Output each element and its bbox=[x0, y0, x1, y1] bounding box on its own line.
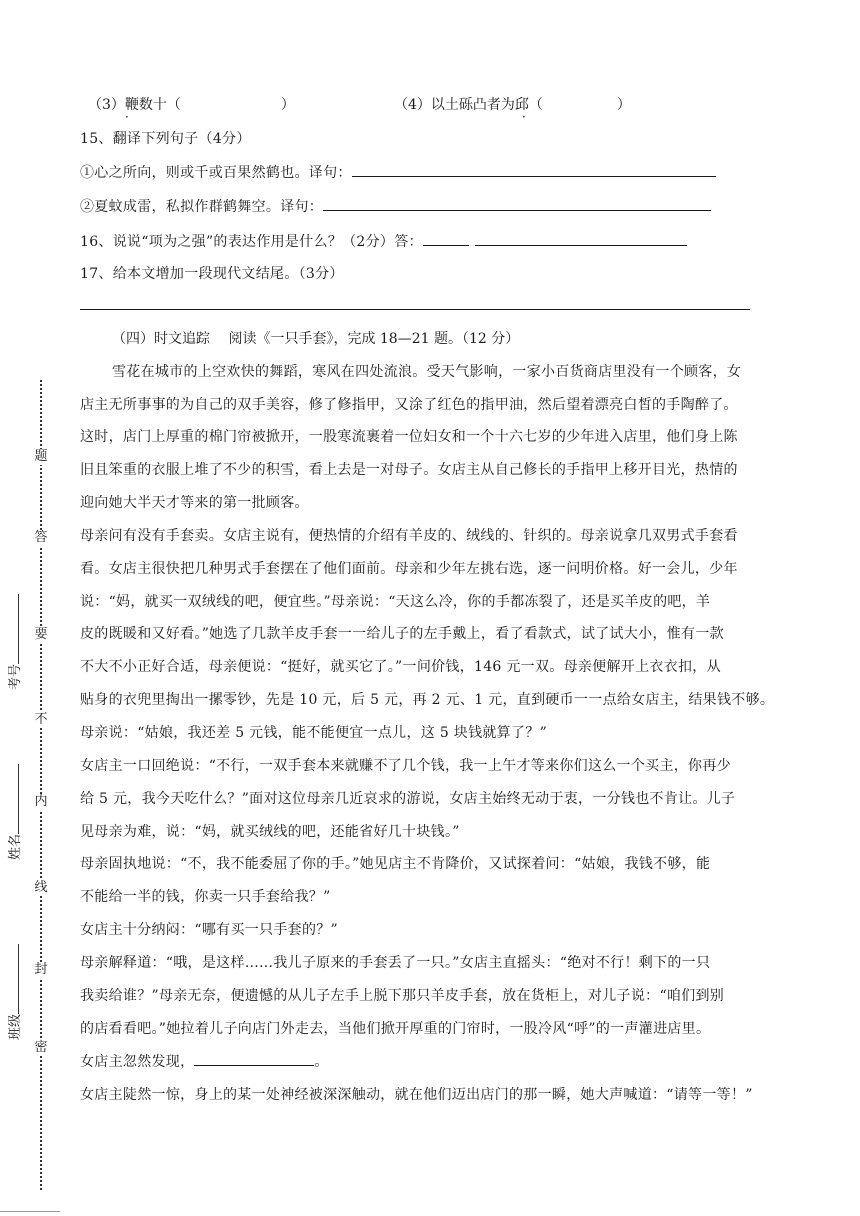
passage-line bbox=[80, 558, 738, 578]
passage-line bbox=[80, 623, 724, 643]
passage-line-text: 见母亲为难，说：“妈，就买绒线的吧，还能省好几十块钱。” bbox=[80, 824, 460, 840]
q14-item3 bbox=[88, 94, 295, 114]
class-field[interactable] bbox=[4, 944, 23, 1040]
passage-line-text: 看。女店主很快把几种男式手套摆在了他们面前。母亲和少年左挑右选，逐一问明价格。好一会儿，少年 bbox=[80, 561, 738, 577]
q14-item4-close: ） bbox=[616, 97, 631, 113]
answer-line[interactable] bbox=[352, 162, 716, 177]
seal-char: 要 bbox=[27, 627, 55, 643]
passage-line bbox=[80, 919, 338, 939]
q15-title: 15、翻译下列句子（4分） bbox=[80, 131, 251, 147]
passage-line bbox=[80, 1084, 753, 1104]
passage-line bbox=[112, 361, 741, 381]
q17: 17、给本文增加一段现代文结尾。（3分） bbox=[80, 266, 344, 282]
passage-line-text: 母亲解释道：“哦，是这样……我儿子原来的手套丢了一只。”女店主直摇头：“绝对不行！剩下的一只 bbox=[80, 955, 711, 971]
q15-sentence-1 bbox=[80, 162, 716, 182]
passage-line bbox=[80, 492, 309, 512]
passage-line-text: 不能给一半的钱，你卖一只手套给我？” bbox=[80, 889, 331, 905]
answer-line[interactable] bbox=[80, 309, 750, 310]
seal-char: 封 bbox=[27, 962, 55, 978]
seal-char: 线 bbox=[27, 880, 55, 896]
name-field[interactable] bbox=[4, 764, 23, 860]
passage-line-text: 的店看看吧。”她拉着儿子向店门外走去，当他们掀开厚重的门帘时，一股冷风“呼”的一声灌进店里。 bbox=[80, 1021, 711, 1037]
answer-line[interactable] bbox=[194, 1051, 314, 1066]
q14-item3-close: ） bbox=[280, 97, 295, 113]
passage-line-text: 女店主十分纳闷：“哪有买一只手套的？” bbox=[80, 922, 339, 938]
passage-line-text: 说：“妈，就买一双绒线的吧，便宜些。”母亲说：“天这么冷，你的手都冻裂了，还是买羊皮的吧，羊 bbox=[80, 594, 711, 610]
passage-line bbox=[80, 1051, 329, 1071]
passage-line bbox=[80, 722, 547, 742]
passage-line-text: 我卖给谁？”母亲无奈，便遗憾的从儿子左手上脱下那只羊皮手套，放在货柜上，对儿子说：“咱们到别 bbox=[80, 988, 725, 1004]
emphasis-dot: · bbox=[522, 110, 526, 124]
seal-char: 答 bbox=[27, 530, 55, 546]
answer-line[interactable] bbox=[475, 231, 687, 246]
q15-sentence-2 bbox=[80, 196, 711, 216]
passage-line bbox=[80, 525, 738, 545]
q14-item3-label: （3）鞭数十（ bbox=[88, 97, 181, 113]
q14-item4 bbox=[394, 94, 631, 114]
passage-line bbox=[80, 591, 710, 611]
passage-line-text: 这时，店门上厚重的棉门帘被掀开，一股寒流裹着一位妇女和一个十六七岁的少年进入店里，他们身上陈 bbox=[80, 429, 738, 445]
seal-char: 密 bbox=[27, 1040, 55, 1056]
answer-line[interactable] bbox=[323, 196, 711, 211]
class-label: 班级 bbox=[8, 1013, 23, 1040]
page-edge-rule bbox=[0, 1211, 60, 1212]
passage-line-text: 女店主陡然一惊，身上的某一处神经被深深触动，就在他们迈出店门的那一瞬，她大声喊道：“请等一等！” bbox=[80, 1087, 753, 1103]
seal-line bbox=[40, 380, 42, 1190]
passage-line-text: 母亲问有没有手套卖。女店主说有，便热情的介绍有羊皮的、绒线的、针织的。母亲说拿几双男式手套看 bbox=[80, 528, 738, 544]
passage-line-text: 店主无所事事的为自己的双手美容，修了修指甲，又涂了红色的指甲油，然后望着漂亮白皙的手陶醉了。 bbox=[80, 397, 738, 413]
q15-s2-text: ②夏蚊成雷，私拟作群鹤舞空。译句： bbox=[80, 199, 324, 215]
passage-line-text: 旧且笨重的衣服上堆了不少的积雪，看上去是一对母子。女店主从自己修长的手指甲上移开目光，热情的 bbox=[80, 462, 738, 478]
answer-line[interactable] bbox=[423, 231, 469, 246]
passage-line-text: 皮的既暖和又好看。”她选了几款羊皮手套一一给儿子的左手戴上，看了看款式，试了试大小，惟有一款 bbox=[80, 626, 724, 642]
passage-line-text: 迎向她大半天才等来的第一批顾客。 bbox=[80, 495, 309, 511]
seal-char: 内 bbox=[27, 794, 55, 810]
passage-line-text: 女店主一口回绝说：“不行，一双手套本来就赚不了几个钱，我一上午才等来你们这么一个买主，你再少 bbox=[80, 758, 731, 774]
passage-line bbox=[80, 952, 710, 972]
passage-line bbox=[80, 656, 721, 676]
passage-line bbox=[80, 1018, 710, 1038]
passage-line bbox=[80, 459, 738, 479]
passage-line bbox=[80, 689, 774, 709]
section4-heading: （四）时文追踪 阅读《一只手套》，完成 18—21 题。（12 分） bbox=[112, 331, 520, 347]
passage-line bbox=[80, 886, 331, 906]
q16 bbox=[80, 231, 687, 251]
passage-line bbox=[80, 821, 460, 841]
seal-char: 题 bbox=[27, 449, 55, 465]
passage-line-text: 母亲说：“姑娘，我还差 5 元钱，能不能便宜一点儿，这 5 块钱就算了？” bbox=[80, 725, 548, 741]
passage-line-text: 雪花在城市的上空欢快的舞蹈，寒风在四处流浪。受天气影响，一家小百货商店里没有一个顾客，女 bbox=[112, 364, 742, 380]
passage-line-text: 给 5 元，我今天吃什么？”面对这位母亲几近哀求的游说，女店主始终无动于衷，一分钱也不肯让。儿子 bbox=[80, 791, 736, 807]
exam-number-field[interactable] bbox=[4, 594, 23, 690]
passage-line bbox=[80, 985, 724, 1005]
name-label: 姓名 bbox=[8, 833, 23, 860]
passage-line-text: 女店主忽然发现， bbox=[80, 1054, 195, 1070]
passage-line-text: 不大不小正好合适，母亲便说：“挺好，就买它了。”一问价钱，146 元一双。母亲便解开上衣衣扣，从 bbox=[80, 659, 721, 675]
q16-text: 16、说说“项为之强”的表达作用是什么？（2分）答： bbox=[80, 234, 423, 250]
passage-line bbox=[80, 853, 710, 873]
seal-char: 不 bbox=[27, 712, 55, 728]
q15-s1-text: ①心之所向，则或千或百果然鹤也。译句： bbox=[80, 165, 352, 181]
passage-line bbox=[80, 755, 731, 775]
exam-number-label: 考号 bbox=[8, 663, 23, 690]
passage-line bbox=[80, 394, 738, 414]
passage-line-end: 。 bbox=[314, 1054, 329, 1070]
passage-line-text: 母亲固执地说：“不，我不能委屈了你的手。”她见店主不肯降价，又试探着问：“姑娘，我钱不够，能 bbox=[80, 856, 711, 872]
passage-line-text: 贴身的衣兜里掏出一摞零钞，先是 10 元，后 5 元，再 2 元、1 元，直到硬币一一点给女店主，结果钱不够。 bbox=[80, 692, 775, 708]
emphasis-dot: · bbox=[125, 110, 129, 124]
passage-line bbox=[80, 788, 735, 808]
passage-line bbox=[80, 426, 738, 446]
q14-item4-label: （4）以土砾凸者为邱（ bbox=[394, 97, 543, 113]
